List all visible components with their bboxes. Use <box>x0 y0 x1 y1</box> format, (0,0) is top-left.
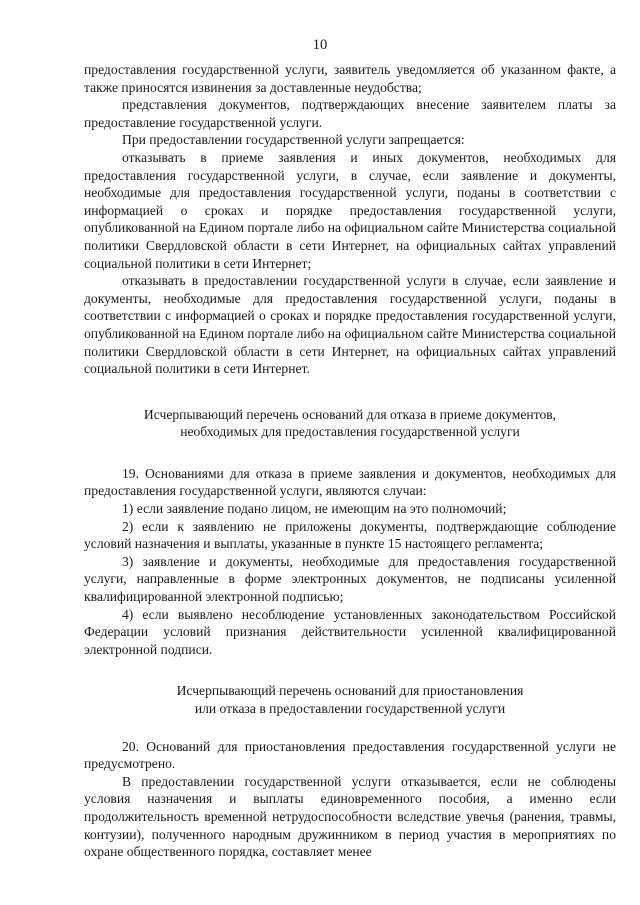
document-body <box>84 61 616 861</box>
heading-line: или отказа в предоставлении государственной услуги <box>194 701 506 716</box>
list-item-19-2: 2) если к заявлению не приложены документы, подтверждающие соблюдение условий назначения и выплаты, указанные в пункте 15 настоящего регламента; <box>84 518 616 552</box>
list-item-19-4: 4) если выявлено несоблюдение установленных законодательством Российской Федерации условий признания действительности усиленной квалифицированной электронной подписи. <box>84 606 616 657</box>
section-heading-suspension-refusal <box>84 682 616 717</box>
spacer <box>84 658 616 682</box>
heading-line: необходимых для предоставления государственной услуги <box>180 424 520 440</box>
paragraph-continuation: предоставления государственной услуги, заявитель уведомляется об указанном факте, а также приносятся извинения за доставленные неудобства; <box>84 62 616 95</box>
list-item-19-1: 1) если заявление подано лицом, не имеющим на это полномочий; <box>122 501 507 517</box>
section-heading-refusal-acceptance <box>84 406 616 441</box>
paragraph-prohibited-refuse-service: отказывать в предоставлении государственной услуги в случае, если заявление и документы, необходимые для предоставления государственной услуги, поданы в соответствии с информацией о сроках и порядке предоставления государственной услуги, опубликованной на Едином портале либо на официальном сайте Министерства социальной политики Свердловской области в сети Интернет, на официальных сайтах управлений социальной политики в сети Интернет. <box>84 273 616 377</box>
spacer <box>84 718 616 738</box>
page-number: 10 <box>312 37 328 53</box>
paragraph-20-refusal: В предоставлении государственной услуги отказывается, если не соблюдены условия назначения и выплаты единовременного пособия, а именно если продолжительность временной нетрудоспособности вследствие увечья (ранения, травмы, контузии), полученного народным дружинником в период участия в мероприятиях по охране общественного порядка, составляет менее <box>84 773 616 860</box>
list-item-19-3: 3) заявление и документы, необходимые для предоставления государственной услуги, направленные в форме электронных документов, не подписаны усиленной квалифицированной электронной подписью; <box>84 553 616 605</box>
paragraph-20: 20. Оснований для приостановления предоставления государственной услуги не предусмотрено. <box>84 738 616 772</box>
spacer <box>84 441 616 465</box>
paragraph-prohibited-intro: При предоставлении государственной услуги запрещается: <box>122 132 465 148</box>
paragraph-prohibited-refuse-acceptance: отказывать в приеме заявления и иных документов, необходимых для предоставления государственной услуги, в случае, если заявление и документы, необходимые для предоставления государственной услуги, поданы в соответствии с информацией о сроках и порядке предоставления государственной услуги, опубликованной на Едином портале либо на официальном сайте Министерства социальной политики Свердловской области в сети Интернет, на официальных сайтах управлений социальной политики в сети Интернет; <box>84 149 616 271</box>
paragraph-payment-documents: представления документов, подтверждающих внесение заявителем платы за предоставление государственной услуги. <box>84 97 616 130</box>
heading-line: Исчерпывающий перечень оснований для отказа в приеме документов, <box>143 406 557 422</box>
heading-line: Исчерпывающий перечень оснований для приостановления <box>176 683 524 699</box>
paragraph-19-intro: 19. Основаниями для отказа в приеме заявления и документов, необходимых для предоставления государственной услуги, являются случаи: <box>84 465 616 499</box>
spacer <box>84 378 616 406</box>
